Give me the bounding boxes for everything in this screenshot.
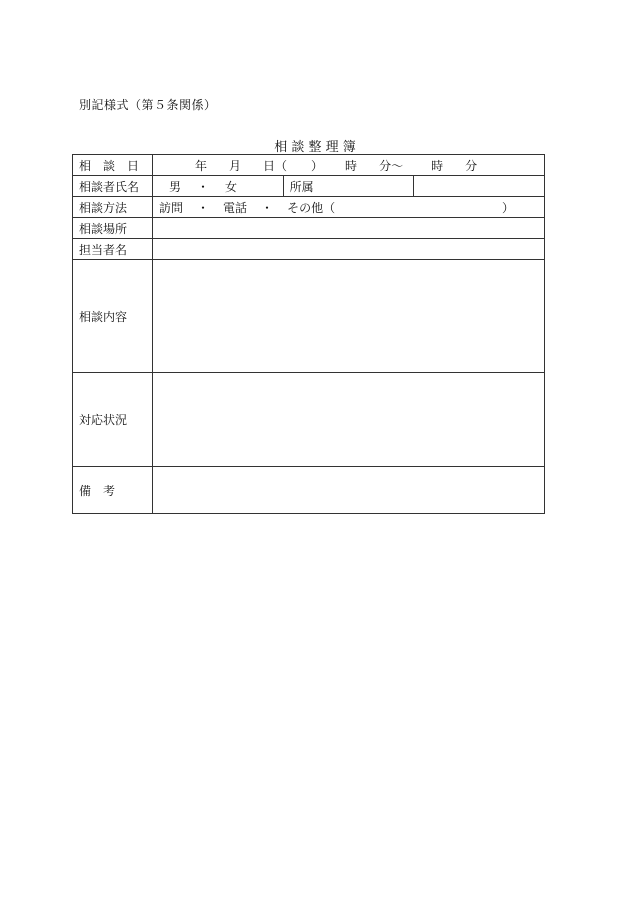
gender-separator: ・: [197, 179, 210, 194]
phone-option[interactable]: 電話: [223, 200, 248, 215]
hour-from-unit: 時: [345, 158, 358, 173]
gender-field[interactable]: [153, 176, 284, 197]
staff-label: 担当者名: [73, 239, 153, 260]
consultation-record-table: [72, 154, 545, 514]
remarks-field[interactable]: [153, 467, 545, 514]
method-separator-1: ・: [197, 200, 210, 215]
content-row: [73, 260, 545, 373]
month-unit: 月: [229, 158, 242, 173]
remarks-label: 備 考: [73, 467, 153, 514]
date-label: 相 談 日: [73, 155, 153, 176]
response-label: 対応状況: [73, 373, 153, 467]
male-option[interactable]: 男: [169, 179, 182, 194]
affiliation-label: 所属: [283, 176, 414, 197]
place-label: 相談場所: [73, 218, 153, 239]
date-row: [73, 155, 545, 176]
minute-to-unit: 分: [465, 158, 478, 173]
minute-from-unit: 分～: [379, 158, 404, 173]
day-unit: 日（ ）: [263, 158, 324, 173]
method-field[interactable]: [153, 197, 545, 218]
form-header-note: 別記様式（第５条関係）: [79, 98, 217, 112]
other-option[interactable]: その他（: [287, 200, 336, 215]
name-label: 相談者氏名: [73, 176, 153, 197]
year-unit: 年: [195, 158, 208, 173]
staff-field[interactable]: [153, 239, 545, 260]
place-row: [73, 218, 545, 239]
affiliation-field[interactable]: [414, 176, 545, 197]
other-close-paren: ）: [501, 200, 514, 215]
place-field[interactable]: [153, 218, 545, 239]
date-field[interactable]: [153, 155, 545, 176]
response-field[interactable]: [153, 373, 545, 467]
visit-option[interactable]: 訪問: [159, 200, 184, 215]
staff-row: [73, 239, 545, 260]
hour-to-unit: 時: [431, 158, 444, 173]
method-row: [73, 197, 545, 218]
method-label: 相談方法: [73, 197, 153, 218]
content-label: 相談内容: [73, 260, 153, 373]
content-field[interactable]: [153, 260, 545, 373]
name-row: [73, 176, 545, 197]
female-option[interactable]: 女: [225, 179, 238, 194]
method-separator-2: ・: [261, 200, 274, 215]
response-row: [73, 373, 545, 467]
form-title: 相 談 整 理 簿: [274, 140, 356, 155]
remarks-row: [73, 467, 545, 514]
